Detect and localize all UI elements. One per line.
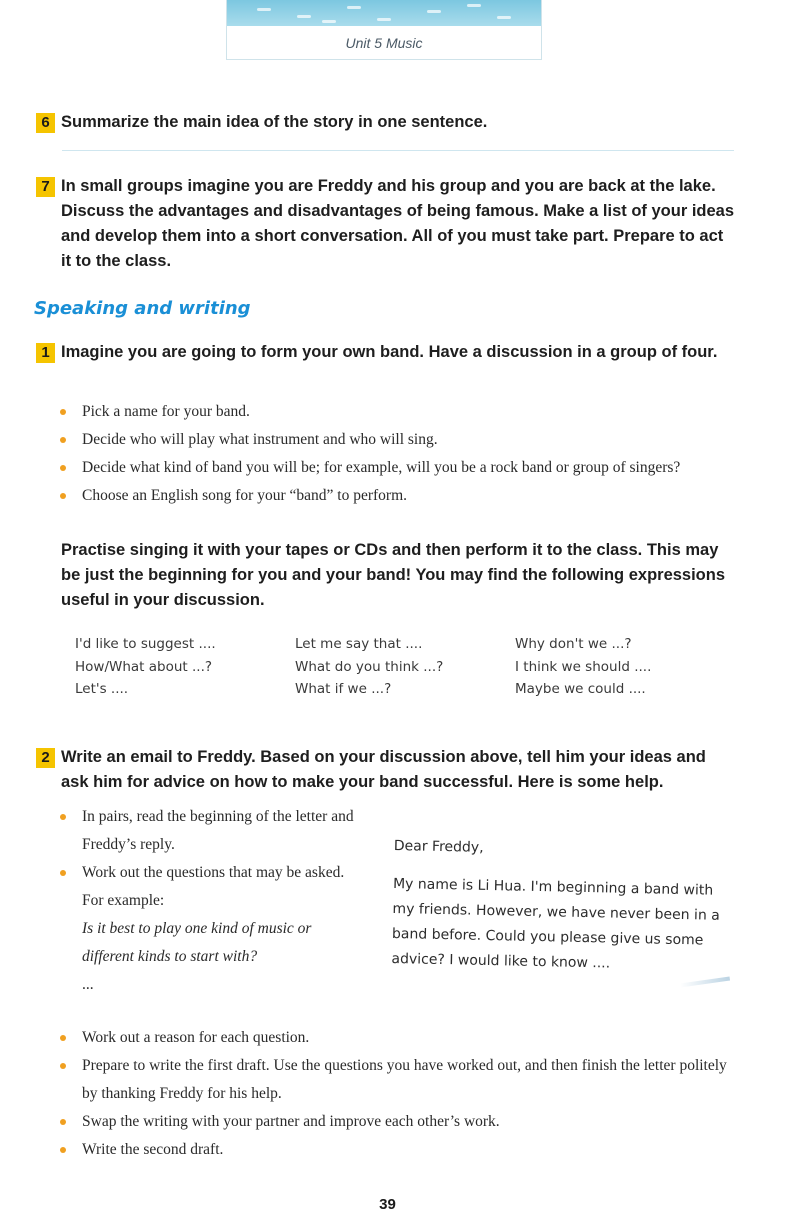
letter-body: My name is Li Hua. I'm beginning a band with my friends. However, we have never been in a band before. Could you please give us some advice? I would like to know .... [391,875,720,972]
page-number: 39 [379,1196,396,1213]
expressions-column [75,633,216,701]
expression: How/What about ...? [75,658,213,675]
task-number-badge: 6 [36,113,55,133]
bullet-item: Write the second draft. [60,1136,740,1164]
expression: Why don't we ...? [515,636,632,652]
bullet-item: Prepare to write the first draft. Use the questions you have worked out, and then finish the letter politely by thanking Freddy for his help. [60,1052,740,1108]
bullet-item: In pairs, read the beginning of the letter and Freddy’s reply. [60,803,360,859]
bullet-item [60,859,360,999]
practise-paragraph: Practise singing it with your tapes or CDs and then perform it to the class. This may be just the beginning for you and your band! You may find the following expressions useful in your discussion. [61,541,726,609]
expressions-column [515,633,651,701]
speaking-task-1-text: Imagine you are going to form your own band. Have a discussion in a group of four. [61,343,718,361]
bullet-item: Work out a reason for each question. [60,1024,740,1052]
bullet-item: Pick a name for your band. [60,398,740,426]
expression: I think we should .... [515,658,652,675]
section-heading: Speaking and writing [34,298,251,319]
task-number-badge: 1 [36,343,55,363]
task-6 [36,110,736,135]
draft-steps-list [60,1024,740,1164]
bullet-item: Swap the writing with your partner and improve each other’s work. [60,1108,740,1136]
expressions-column [295,633,443,701]
banner-image [227,0,541,26]
expression: I'd like to suggest .... [75,636,216,652]
expression: Let's .... [75,681,129,697]
bullet-item: Decide who will play what instrument and who will sing. [60,426,740,454]
unit-banner [226,0,542,60]
answer-line [62,150,734,151]
bullet-item: Choose an English song for your “band” to perform. [60,482,740,510]
band-bullet-list [60,398,740,510]
bullet-item: Decide what kind of band you will be; for example, will you be a rock band or group of singers? [60,454,740,482]
expression: Maybe we could .... [515,681,646,697]
speaking-task-2-text: Write an email to Freddy. Based on your discussion above, tell him your ideas and ask him for advice on how to make your band successful. Here is some help. [61,748,706,791]
ellipsis: ... [82,976,94,993]
email-help-list [60,803,360,999]
bullet-text: Work out the questions that may be asked. For example: [82,864,345,909]
task-number-badge: 2 [36,748,55,768]
expression: What if we ...? [295,681,392,697]
example-question: Is it best to play one kind of music or different kinds to start with? [82,920,312,965]
letter-greeting: Dear Freddy, [393,838,484,856]
unit-title: Unit 5 Music [345,35,423,51]
speaking-task-1 [36,340,736,365]
task-number-badge: 7 [36,177,55,197]
expression: Let me say that .... [295,636,423,652]
expression: What do you think ...? [295,658,444,675]
task-6-text: Summarize the main idea of the story in one sentence. [61,113,488,131]
task-7-text: In small groups imagine you are Freddy and his group and you are back at the lake. Discuss the advantages and disadvantages of being famous. Make a list of your ideas and develop them into a short conversation. All of you must take part. Prepare to act it to the class. [61,177,735,270]
email-letter [391,838,724,979]
task-7 [36,174,736,274]
speaking-task-2 [36,745,736,795]
